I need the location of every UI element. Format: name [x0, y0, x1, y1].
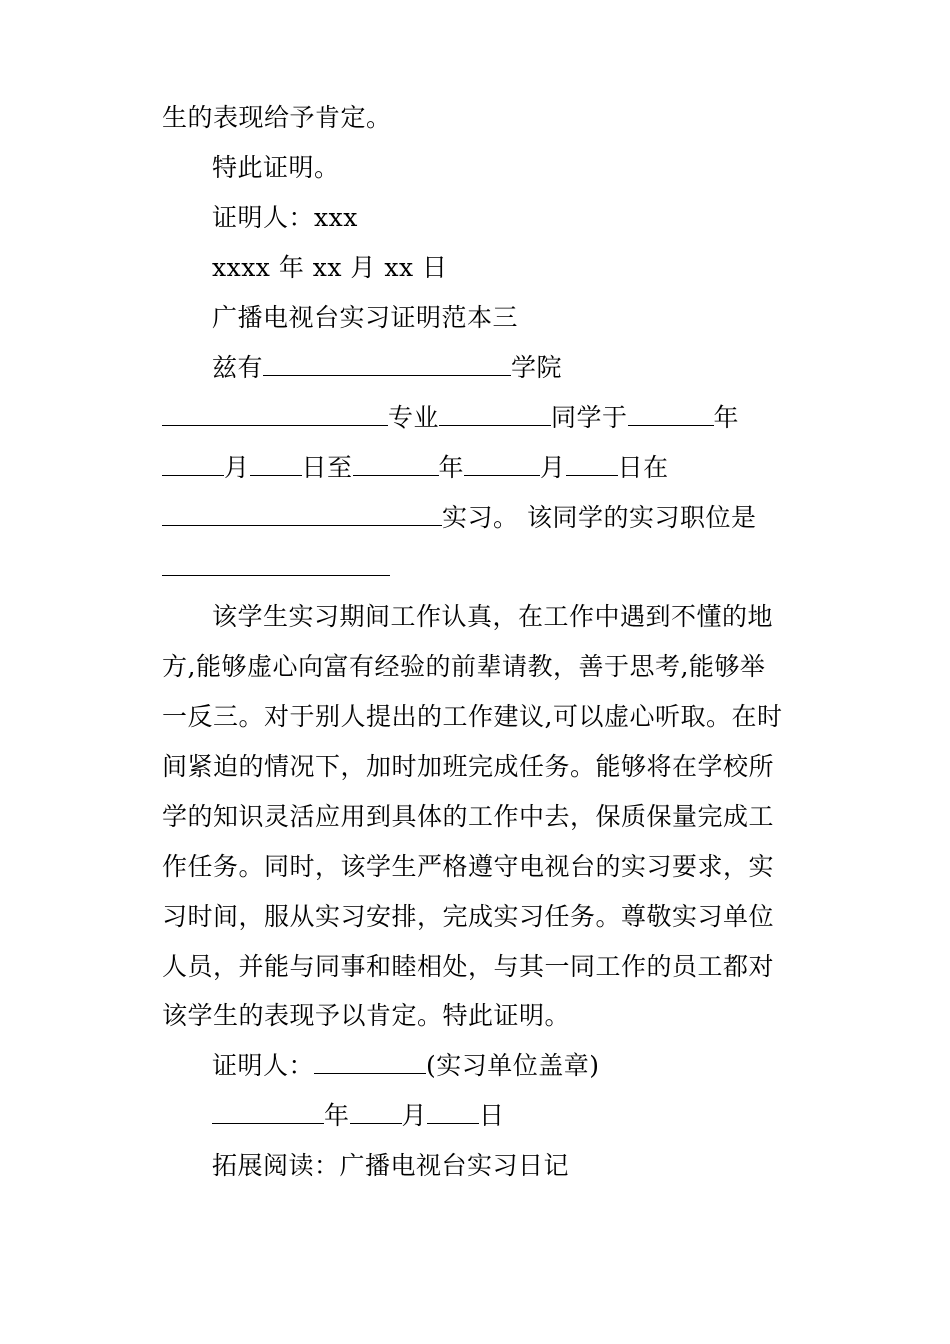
form-row: [162, 502, 756, 534]
blank-major[interactable]: [162, 403, 388, 426]
blank-end-day[interactable]: [566, 453, 618, 476]
form-label: 日在: [617, 453, 669, 482]
paragraph-line: 作任务。同时，该学生严格遵守电视台的实习要求，实: [162, 852, 775, 881]
text-line: 特此证明。: [212, 153, 340, 182]
paragraph-line: 该学生实习期间工作认真，在工作中遇到不懂的地: [212, 602, 774, 631]
blank-start-day[interactable]: [250, 453, 302, 476]
form-label: 年: [438, 453, 465, 482]
blank-internship-unit[interactable]: [162, 503, 442, 526]
form-label: 月: [401, 1101, 428, 1130]
form-row: [162, 402, 739, 434]
paragraph-line: 间紧迫的情况下，加时加班完成任务。能够将在学校所: [162, 752, 775, 781]
form-label: 年: [324, 1101, 350, 1130]
form-label: 月: [540, 453, 566, 482]
text-line: 生的表现给予肯定。: [162, 103, 392, 132]
blank-student[interactable]: [439, 403, 551, 426]
blank-certifier[interactable]: [314, 1051, 426, 1074]
blank-start-month[interactable]: [162, 453, 224, 476]
form-row: [212, 352, 562, 384]
form-row: [162, 552, 390, 584]
paragraph-line: 学的知识灵活应用到具体的工作中去，保质保量完成工: [162, 802, 775, 831]
paragraph-line: 人员，并能与同事和睦相处，与其一同工作的员工都对: [162, 952, 775, 981]
form-label: 月: [224, 453, 250, 482]
certifier-line: 证明人：xxx: [212, 203, 358, 232]
form-label: 日: [479, 1101, 505, 1130]
form-label: 同学于: [551, 403, 628, 432]
blank-sign-year[interactable]: [212, 1101, 324, 1124]
blank-college[interactable]: [263, 353, 511, 376]
form-label: 兹有: [212, 353, 264, 382]
blank-position[interactable]: [162, 553, 390, 576]
extended-reading-link: 拓展阅读：广播电视台实习日记: [212, 1151, 570, 1180]
blank-sign-day[interactable]: [427, 1101, 479, 1124]
blank-sign-month[interactable]: [350, 1101, 402, 1124]
paragraph-line: 方,能够虚心向富有经验的前辈请教，善于思考,能够举: [162, 652, 766, 681]
paragraph-line: 该学生的表现予以肯定。特此证明。: [162, 1001, 571, 1030]
signature-date-row: [212, 1100, 505, 1132]
date-line: xxxx 年 xx 月 xx 日: [212, 253, 448, 282]
section-title: 广播电视台实习证明范本三: [212, 303, 519, 332]
form-row: [162, 452, 669, 484]
blank-end-year[interactable]: [353, 453, 439, 476]
seal-note: (实习单位盖章): [426, 1051, 600, 1080]
form-label: 实习。 该同学的实习职位是: [442, 503, 757, 532]
form-label: 专业: [388, 403, 440, 432]
form-label: 年: [713, 403, 740, 432]
blank-end-month[interactable]: [464, 453, 540, 476]
form-label: 证明人：: [212, 1051, 315, 1080]
blank-start-year[interactable]: [628, 403, 714, 426]
form-label: 日至: [301, 453, 353, 482]
paragraph-line: 一反三。对于别人提出的工作建议,可以虚心听取。在时: [162, 702, 783, 731]
signature-row: [212, 1050, 600, 1082]
paragraph-line: 习时间，服从实习安排，完成实习任务。尊敬实习单位: [162, 902, 775, 931]
form-label: 学院: [511, 353, 563, 382]
